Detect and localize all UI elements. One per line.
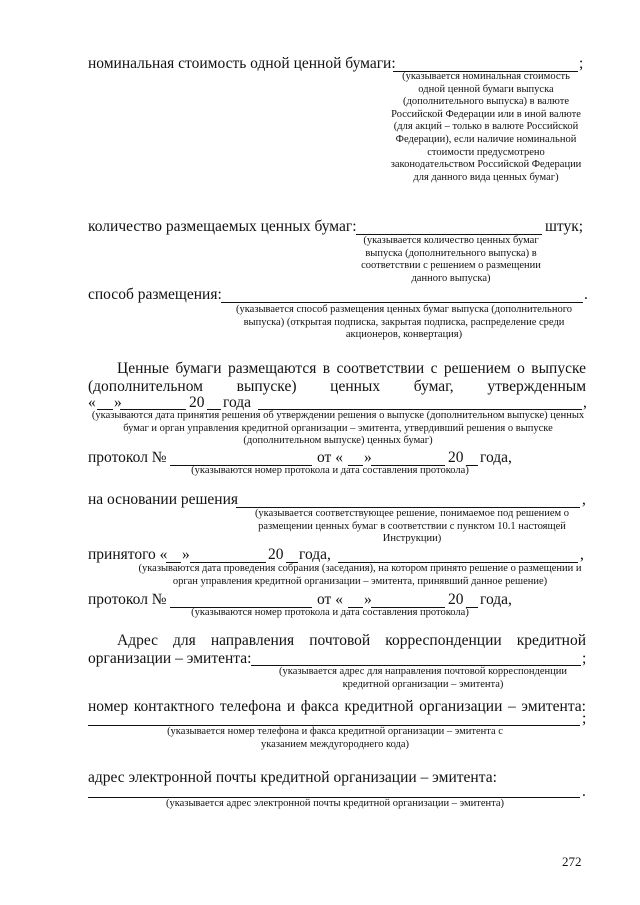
- method-field[interactable]: [221, 302, 583, 303]
- protocol2-close: »: [364, 591, 372, 608]
- quantity-label: количество размещаемых ценных бумаг:: [88, 218, 357, 235]
- protocol2-note: (указываются номер протокола и дата составления протокола): [191, 607, 469, 618]
- protocol2-year-prefix: 20: [448, 591, 464, 608]
- protocol1-close: »: [364, 449, 372, 466]
- basis-end: ,: [582, 491, 586, 508]
- nominal-value-note: (указывается номинальная стоимость одной ценной бумаги выпуска (дополнительного выпуска) в валюте Российской Федерации или в иной валюте (для акций – только в валюте Российской Федерации), если наличие номинальной стоимости предусмотрено законодательством Российской Федерации для данного вида ценных бумаг): [390, 71, 582, 183]
- protocol1-label: протокол №: [88, 449, 167, 466]
- method-end: .: [584, 286, 588, 303]
- nominal-value-label: номинальная стоимость одной ценной бумаги:: [88, 55, 396, 72]
- protocol1-note: (указываются номер протокола и дата составления протокола): [191, 465, 469, 476]
- protocol2-from: от «: [317, 591, 343, 608]
- quantity-note: (указывается количество ценных бумаг выпуска (дополнительного выпуска) в соответствии с решением о размещении данного выпуска): [361, 235, 541, 284]
- email-line-1: адрес электронной почты кредитной организации – эмитента:: [88, 769, 497, 786]
- email-end: .: [582, 783, 586, 800]
- adopted-note: (указываются дата проведения собрания (заседания), на котором принято решение о размещении и орган управления кредитной организации – эмитента, принявший данное решение): [138, 563, 582, 587]
- basis-note: (указывается соответствующее решение, понимаемое под решением о размещении ценных бумаг в соответствии с пунктом 10.1 настоящей Инструкции): [254, 508, 570, 545]
- adopted-label: принятого «: [88, 546, 168, 563]
- address-line-1: Адрес для направления почтовой корреспонденции кредитной: [117, 632, 586, 649]
- address-end: ;: [582, 650, 587, 667]
- phone-line-1: номер контактного телефона и факса кредитной организации – эмитента:: [88, 698, 586, 715]
- placement-line-1: Ценные бумаги размещаются в соответствии с решением о выпуске: [117, 360, 586, 377]
- placement-note: (указываются дата принятия решения об утверждении решения о выпуске (дополнительном выпуске) ценных бумаг и орган управления кредитной организации – эмитента, утвердивший решения о выпуске (дополнительном выпуске) ценных бумаг): [91, 410, 585, 447]
- phone-end: ;: [582, 710, 587, 727]
- protocol2-label: протокол №: [88, 591, 167, 608]
- adopted-year-prefix: 20: [268, 546, 284, 563]
- placement-end: ,: [583, 394, 587, 411]
- address-line-2: организации – эмитента:: [88, 650, 252, 667]
- adopted-close: »: [182, 546, 190, 563]
- method-note: (указывается способ размещения ценных бумаг выпуска (дополнительного выпуска) (открытая подписка, закрытая подписка, распределение среди акционеров, конвертация): [235, 304, 573, 341]
- protocol1-from: от «: [317, 449, 343, 466]
- page-number: 272: [562, 854, 582, 869]
- placement-line-2: (дополнительном выпуске) ценных бумаг, утвержденным: [88, 378, 586, 395]
- placement-date-close: »: [114, 394, 122, 411]
- address-note: (указывается адрес для направления почтовой корреспонденции кредитной организации – эмитента): [279, 666, 567, 690]
- protocol2-year-suffix: года,: [480, 591, 512, 608]
- phone-note: (указывается номер телефона и факса кредитной организации – эмитента с указанием междугороднего кода): [167, 726, 503, 750]
- basis-label: на основании решения: [88, 491, 239, 508]
- nominal-value-end: ;: [579, 55, 584, 72]
- placement-year-prefix: 20: [189, 394, 205, 411]
- adopted-end: ,: [580, 546, 584, 563]
- email-note: (указывается адрес электронной почты кредитной организации – эмитента): [165, 798, 505, 809]
- quantity-end: штук;: [545, 218, 584, 235]
- protocol1-year-prefix: 20: [448, 449, 464, 466]
- adopted-year-suffix: года,: [299, 546, 331, 563]
- placement-date-open: «: [88, 394, 96, 411]
- placement-year-suffix: года: [223, 394, 252, 411]
- protocol1-year-suffix: года,: [480, 449, 512, 466]
- method-label: способ размещения:: [88, 286, 222, 303]
